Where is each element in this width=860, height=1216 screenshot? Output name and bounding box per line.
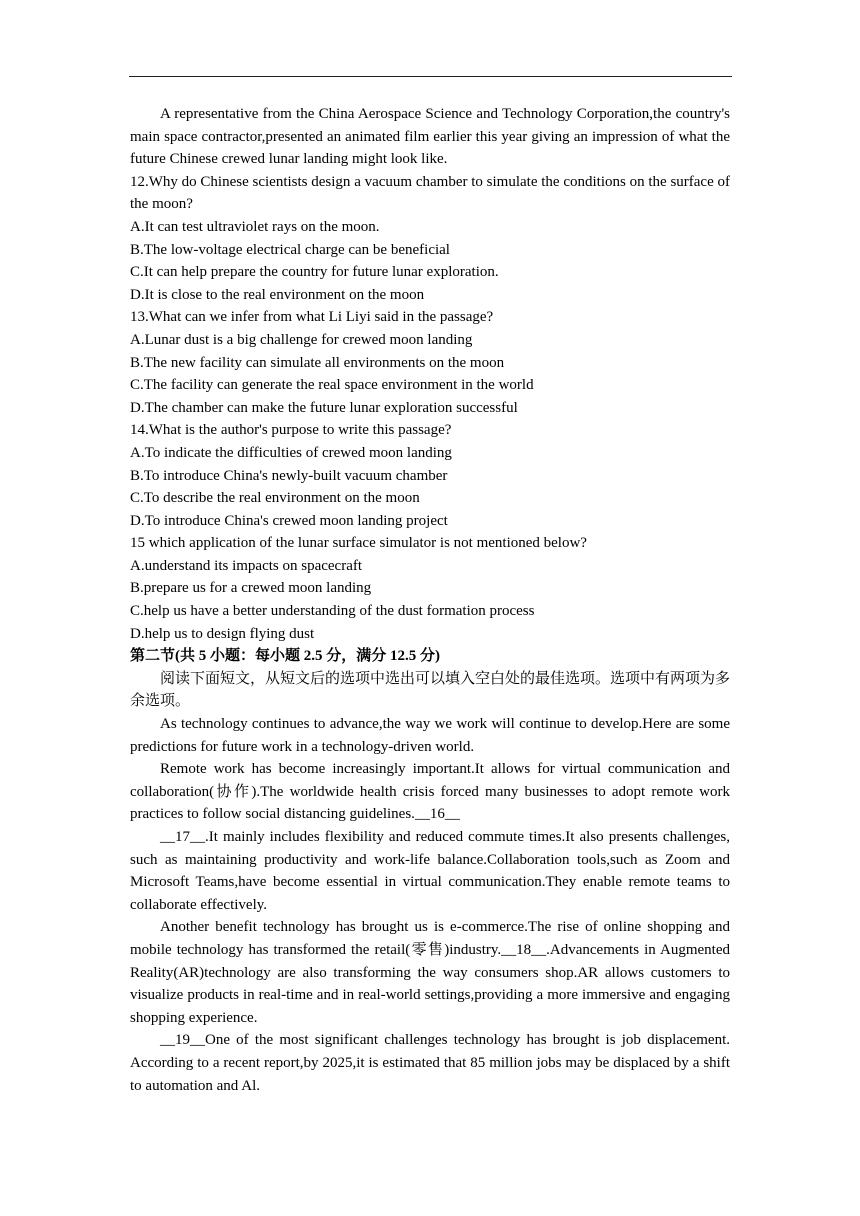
option-d: D.The chamber can make the future lunar exploration successful: [130, 399, 518, 416]
question-12: [130, 171, 730, 307]
passage-final-paragraph: A representative from the China Aerospace Science and Technology Corporation,the country's main space contractor,presented an animated film earlier this year giving an impression of what the future Chinese crewed lunar landing might look like.: [130, 106, 730, 168]
option-c: C.It can help prepare the country for future lunar exploration.: [130, 264, 499, 281]
question-stem: 14.What is the author's purpose to write this passage?: [130, 422, 452, 439]
option-c: C.To describe the real environment on the moon: [130, 490, 420, 507]
question-13: [130, 306, 730, 419]
option-a: A.It can test ultraviolet rays on the moon.: [130, 218, 380, 235]
option-b: B.The new facility can simulate all environments on the moon: [130, 354, 505, 371]
section-heading: 第二节(共 5 小题：每小题 2.5 分，满分 12.5 分): [130, 648, 440, 665]
section-instruction: 阅读下面短文，从短文后的选项中选出可以填入空白处的最佳选项。选项中有两项为多余选项。: [130, 670, 731, 710]
option-a: A.Lunar dust is a big challenge for crewed moon landing: [130, 331, 473, 348]
option-d: D.To introduce China's crewed moon landing project: [130, 512, 448, 529]
option-b: B.To introduce China's newly-built vacuum chamber: [130, 467, 448, 484]
header-rule: [129, 76, 732, 77]
question-stem: 12.Why do Chinese scientists design a vacuum chamber to simulate the conditions on the surface of the moon?: [130, 173, 730, 213]
page-content: [130, 103, 730, 1097]
option-c: C.help us have a better understanding of the dust formation process: [130, 603, 535, 620]
option-d: D.help us to design flying dust: [130, 625, 315, 642]
paragraph-5: __19__One of the most significant challenges technology has brought is job displacement. According to a recent report,by 2025,it is estimated that 85 million jobs may be displaced by a shift to automation and Al.: [130, 1032, 730, 1094]
question-stem: 13.What can we infer from what Li Liyi said in the passage?: [130, 309, 494, 326]
question-15: [130, 532, 730, 645]
option-d: D.It is close to the real environment on the moon: [130, 286, 425, 303]
option-a: A.understand its impacts on spacecraft: [130, 557, 363, 574]
option-a: A.To indicate the difficulties of crewed moon landing: [130, 444, 452, 461]
question-stem: 15 which application of the lunar surface simulator is not mentioned below?: [130, 535, 587, 552]
paragraph-3: __17__.It mainly includes flexibility and reduced commute times.It also presents challenges, such as maintaining productivity and work-life balance.Collaboration tools,such as Zoom and Microsoft Teams,have become essential in virtual communication.They enable remote teams to collaborate effectively.: [130, 829, 730, 913]
option-b: B.prepare us for a crewed moon landing: [130, 580, 372, 597]
paragraph-2: Remote work has become increasingly important.It allows for virtual communication and collaboration(协作).The worldwide health crisis forced many businesses to adopt remote work practices to follow social distancing guidelines.__16__: [130, 761, 730, 823]
option-c: C.The facility can generate the real space environment in the world: [130, 377, 534, 394]
paragraph-1: As technology continues to advance,the way we work will continue to develop.Here are some predictions for future work in a technology-driven world.: [130, 716, 730, 755]
option-b: B.The low-voltage electrical charge can be beneficial: [130, 241, 450, 258]
question-14: [130, 419, 730, 532]
paragraph-4: Another benefit technology has brought us is e-commerce.The rise of online shopping and mobile technology has transformed the retail(零售)industry.__18__.Advancements in Augmented Reality(AR)technology are also transforming the way consumers shop.AR allows customers to visualize products in real-time and in real-world settings,providing a more immersive and engaging shopping experience.: [130, 919, 730, 1026]
